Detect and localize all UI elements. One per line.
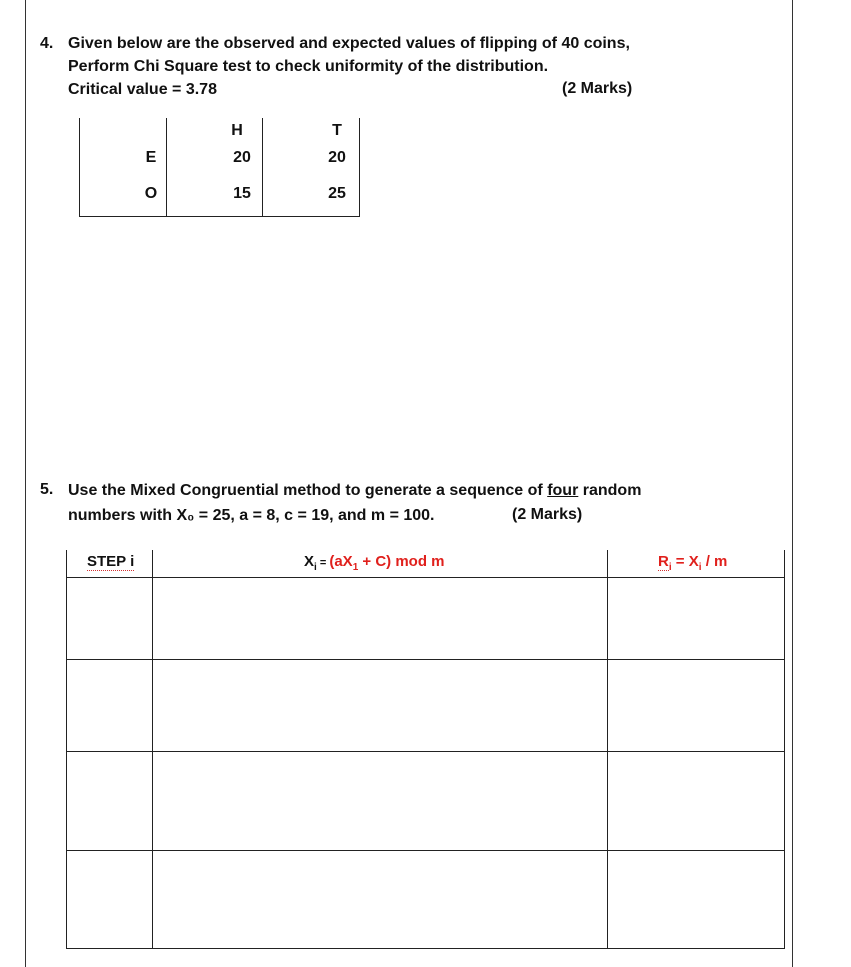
q4-line2: Perform Chi Square test to check uniformity of the distribution.	[68, 58, 549, 75]
q5-line1: Use the Mixed Congruential method to generate a sequence of four random	[68, 482, 642, 499]
q5-underlined-word: four	[547, 482, 579, 499]
q4-cell-e-h: 20	[233, 149, 251, 166]
q4-number: 4.	[40, 35, 54, 52]
q4-line3: Critical value = 3.78	[68, 81, 217, 98]
q4-cell-o-t: 25	[328, 185, 346, 202]
q5-table	[66, 550, 785, 949]
q4-line1: Given below are the observed and expected values of flipping of 40 coins,	[68, 35, 630, 52]
q5-number: 5.	[40, 481, 54, 498]
q5-header-formula: $X_i = (aX_1 + C)$ mod m	[304, 553, 445, 573]
q4-cell-o-h: 15	[233, 185, 251, 202]
q5-header-step: STEP i	[87, 553, 135, 570]
q5-marks: (2 Marks)	[512, 506, 583, 523]
q4-cell-e-t: 20	[328, 149, 346, 166]
q5-header-r: $R_i = X_i / m$	[658, 553, 728, 573]
q4-marks: (2 Marks)	[562, 80, 633, 97]
q4-row-label-o: O	[144, 185, 158, 202]
q4-header-h: H	[231, 122, 243, 139]
q5-answer-row-4[interactable]	[66, 851, 785, 948]
q5-answer-row-3[interactable]	[66, 752, 785, 850]
q4-row-label-e: E	[145, 149, 157, 166]
q5-line2: numbers with X₀ = 25, a = 8, c = 19, and m = 100.	[68, 507, 435, 524]
q5-answer-row-2[interactable]	[66, 660, 785, 751]
q5-answer-row-1[interactable]	[66, 578, 785, 659]
q4-header-t: T	[332, 122, 342, 139]
